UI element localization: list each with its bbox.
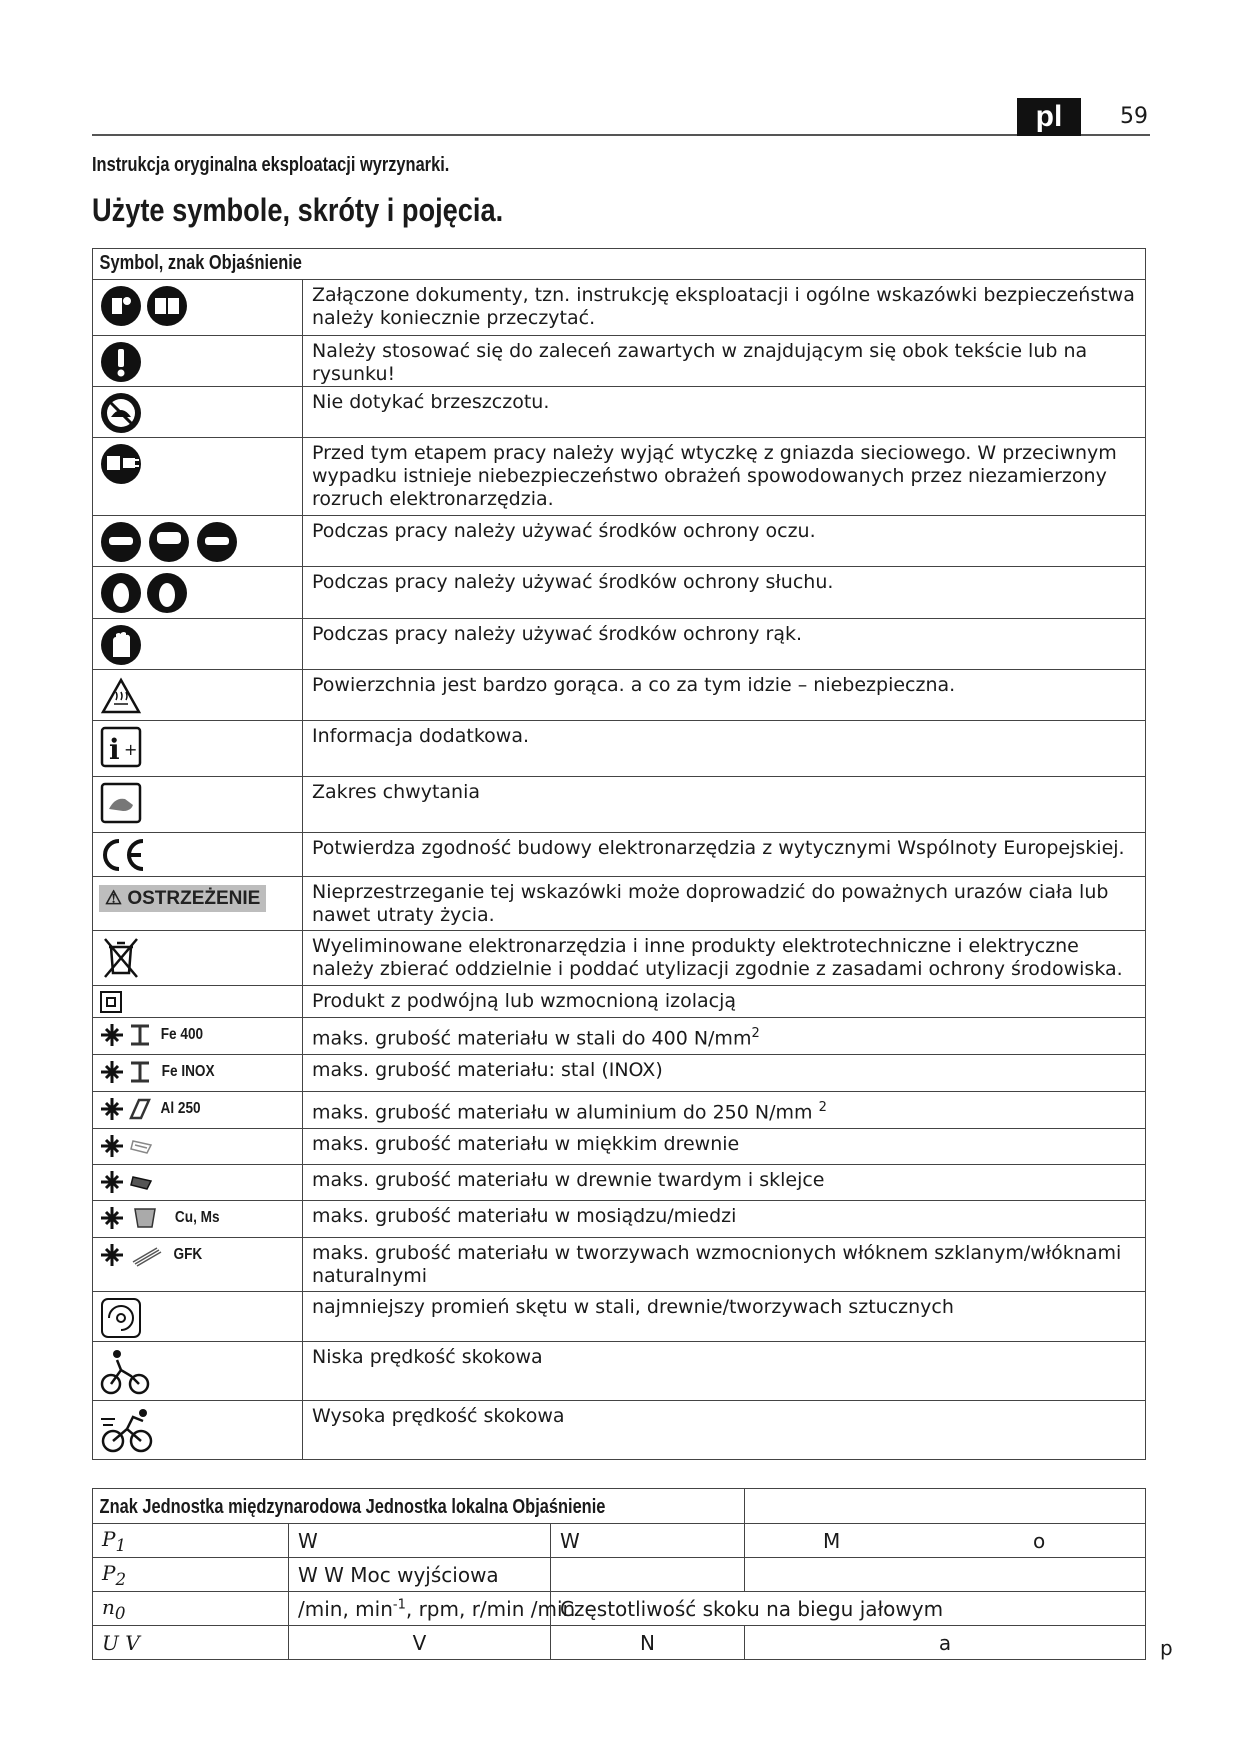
table-row: [93, 833, 1146, 877]
explanation-text: [303, 986, 1146, 1018]
table-row: [93, 1092, 1146, 1129]
do-not-touch-blade-icon: [93, 387, 303, 438]
table-row: [93, 931, 1146, 986]
local-unit: W: [551, 1524, 745, 1558]
table-row: [93, 567, 1146, 619]
explanation-text: Niska prędkość skokowa: [303, 1342, 1146, 1401]
table-row: [93, 1238, 1146, 1292]
explanation-text: [303, 1018, 1146, 1055]
local-unit: N: [551, 1626, 745, 1660]
table-row: [93, 670, 1146, 721]
read-manual-icons: [93, 280, 303, 336]
section-title: Użyte symbole, skróty i pojęcia.: [92, 192, 504, 228]
unit-symbol-main: P: [102, 1560, 116, 1585]
table-row: [93, 280, 1146, 336]
ce-mark-icon: [93, 833, 303, 877]
curve-radius-icon: [93, 1292, 303, 1342]
table-row: [93, 1626, 1146, 1660]
explanation-cell: a: [745, 1626, 1146, 1660]
table-row: [93, 721, 1146, 777]
eye-protection-icons: [93, 516, 303, 567]
explanation-text: Informacja dodatkowa.: [303, 721, 1146, 777]
table-row: [93, 336, 1146, 387]
unit-symbol: [93, 1558, 289, 1592]
hand-protection-icon: [93, 619, 303, 670]
explanation-text: Wysoka prędkość skokowa: [303, 1401, 1146, 1460]
unplug-icon: [93, 438, 303, 516]
high-speed-icon: [93, 1401, 303, 1460]
explanation-text: Nie dotykać brzeszczotu.: [303, 387, 1146, 438]
warning-triangle-icon: ⚠: [105, 888, 123, 909]
table-row: [93, 1524, 1146, 1558]
table-row: [93, 1165, 1146, 1201]
info-plus-icon: [93, 721, 303, 777]
hearing-protection-icons: [93, 567, 303, 619]
explanation-fragment: o: [1033, 1528, 1046, 1553]
explanation-fragment: M: [823, 1528, 841, 1553]
warning-badge: [93, 877, 303, 931]
units-header: Znak Jednostka międzynarodowa Jednostka lokalna Objaśnienie: [99, 1496, 606, 1518]
document-subtitle: Instrukcja oryginalna eksploatacji wyrzynarki.: [92, 154, 450, 176]
superscript: 2: [751, 1026, 760, 1041]
table-header-row: [93, 249, 1146, 280]
superscript: -1: [392, 1596, 406, 1612]
units-table: [92, 1488, 1146, 1660]
table-row: [93, 516, 1146, 567]
unit-symbol-main: n: [102, 1594, 115, 1619]
fiber-icon: [93, 1238, 303, 1292]
table-row: [93, 438, 1146, 516]
top-rule: [92, 134, 1150, 136]
explanation-text: Nieprzestrzeganie tej wskazówki może doprowadzić do poważnych urazów ciała lub nawet utraty życia.: [303, 877, 1146, 931]
unit-symbol-main: P: [102, 1526, 116, 1551]
explanation-text: maks. grubość materiału w mosiądzu/miedzi: [303, 1201, 1146, 1238]
table-row: [93, 1292, 1146, 1342]
table-row: [93, 986, 1146, 1018]
explanation-text-value: Produkt z podwójną lub wzmocnioną izolacją: [312, 990, 737, 1012]
material-label: Cu, Ms: [174, 1209, 220, 1226]
material-label: GFK: [173, 1246, 203, 1263]
unit-symbol-sub: 0: [114, 1603, 126, 1623]
table-row: [93, 387, 1146, 438]
explanation-text: maks. grubość materiału: stal (INOX): [303, 1055, 1146, 1092]
table-row: [93, 1558, 1146, 1592]
explanation-text: Podczas pracy należy używać środków ochrony słuchu.: [303, 567, 1146, 619]
explanation-text: maks. grubość materiału w drewnie twardym i sklejce: [303, 1165, 1146, 1201]
explanation-text: maks. grubość materiału w miękkim drewnie: [303, 1129, 1146, 1165]
explanation-text: Należy stosować się do zaleceń zawartych w znajdującym się obok tekście lub na rysunku!: [303, 336, 1146, 387]
double-insulation-icon: [93, 986, 303, 1018]
table-row: [93, 1592, 1146, 1626]
table-row: [93, 619, 1146, 670]
svg-text:+: +: [124, 740, 138, 759]
material-label: Fe 400: [160, 1026, 204, 1043]
local-unit: Częstotliwość skoku na biegu jałowym: [551, 1592, 1146, 1626]
softwood-icon: [93, 1129, 303, 1165]
unit-symbol: U V: [93, 1626, 289, 1660]
unit-symbol-sub: 1: [115, 1535, 127, 1555]
international-unit: [289, 1592, 576, 1626]
international-unit: W: [289, 1524, 551, 1558]
crossed-bin-icon: [93, 931, 303, 986]
explanation-text: Potwierdza zgodność budowy elektronarzędzia z wytycznymi Wspólnoty Europejskiej.: [303, 833, 1146, 877]
low-speed-icon: [93, 1342, 303, 1401]
table-row: [93, 1201, 1146, 1238]
explanation-text: Powierzchnia jest bardzo gorąca. a co za tym idzie – niebezpieczna.: [303, 670, 1146, 721]
warning-badge-label: OSTRZEŻENIE: [127, 888, 261, 909]
symbols-header: Symbol, znak Objaśnienie: [99, 252, 302, 274]
international-unit: W W Moc wyjściowa: [289, 1558, 551, 1592]
language-tab: pl: [1017, 98, 1081, 136]
explanation-text-value: maks. grubość materiału w aluminium do 250 N/mm: [312, 1101, 819, 1124]
unit-symbol: [93, 1524, 289, 1558]
material-label: Fe INOX: [161, 1063, 215, 1080]
table-row: [93, 777, 1146, 833]
explanation-text: Podczas pracy należy używać środków ochrony rąk.: [303, 619, 1146, 670]
explanation-text: Przed tym etapem pracy należy wyjąć wtyczkę z gniazda sieciowego. W przeciwnym wypadku istnieje niebezpieczeństwo obrażeń spowodowanych przez niezamierzony rozruch elektronarzędzia.: [303, 438, 1146, 516]
symbols-table: [92, 248, 1146, 1460]
explanation-text: maks. grubość materiału w tworzywach wzmocnionych włóknem szklanym/włóknami naturalnymi: [303, 1238, 1146, 1292]
aluminium-icon: [93, 1092, 303, 1129]
table-row: [93, 877, 1146, 931]
table-row: [93, 1129, 1146, 1165]
steel-inox-icon: [93, 1055, 303, 1092]
material-label: Al 250: [160, 1100, 201, 1117]
explanation-text: najmniejszy promień skętu w stali, drewnie/tworzywach sztucznych: [303, 1292, 1146, 1342]
brass-icon: [93, 1201, 303, 1238]
table-row: [93, 1401, 1146, 1460]
explanation-cell: [745, 1524, 1146, 1558]
international-unit: V: [289, 1626, 551, 1660]
table-row: [93, 1342, 1146, 1401]
unit-symbol-sub: 2: [115, 1569, 127, 1589]
table-row: [93, 1018, 1146, 1055]
explanation-text: Zakres chwytania: [303, 777, 1146, 833]
exclamation-icon: [93, 336, 303, 387]
unit-text: /min, min: [298, 1596, 393, 1621]
explanation-text: Załączone dokumenty, tzn. instrukcję eksploatacji i ogólne wskazówki bezpieczeństwa należy koniecznie przeczytać.: [303, 280, 1146, 336]
table-row: [93, 1055, 1146, 1092]
explanation-text: [303, 1092, 1146, 1129]
explanation-text-value: maks. grubość materiału w stali do 400 N/mm: [312, 1027, 752, 1050]
grip-area-icon: [93, 777, 303, 833]
local-unit: [551, 1558, 745, 1592]
hardwood-icon: [93, 1165, 303, 1201]
table-header-row: [93, 1489, 1146, 1524]
explanation-text: Wyeliminowane elektronarzędzia i inne produkty elektrotechniczne i elektryczne należy zbierać oddzielnie i poddać utylizacji zgodnie z zasadami ochrony środowiska.: [303, 931, 1146, 986]
explanation-text: Podczas pracy należy używać środków ochrony oczu.: [303, 516, 1146, 567]
unit-text: , rpm, r/min /min: [405, 1596, 576, 1621]
page-number: 59: [1120, 104, 1148, 129]
explanation-cell: [745, 1558, 1146, 1592]
stray-character: p: [1160, 1636, 1173, 1660]
hot-surface-icon: [93, 670, 303, 721]
svg-text:i: i: [109, 733, 120, 766]
unit-symbol: [93, 1592, 289, 1626]
superscript: 2: [818, 1100, 827, 1115]
steel-icon: [93, 1018, 303, 1055]
